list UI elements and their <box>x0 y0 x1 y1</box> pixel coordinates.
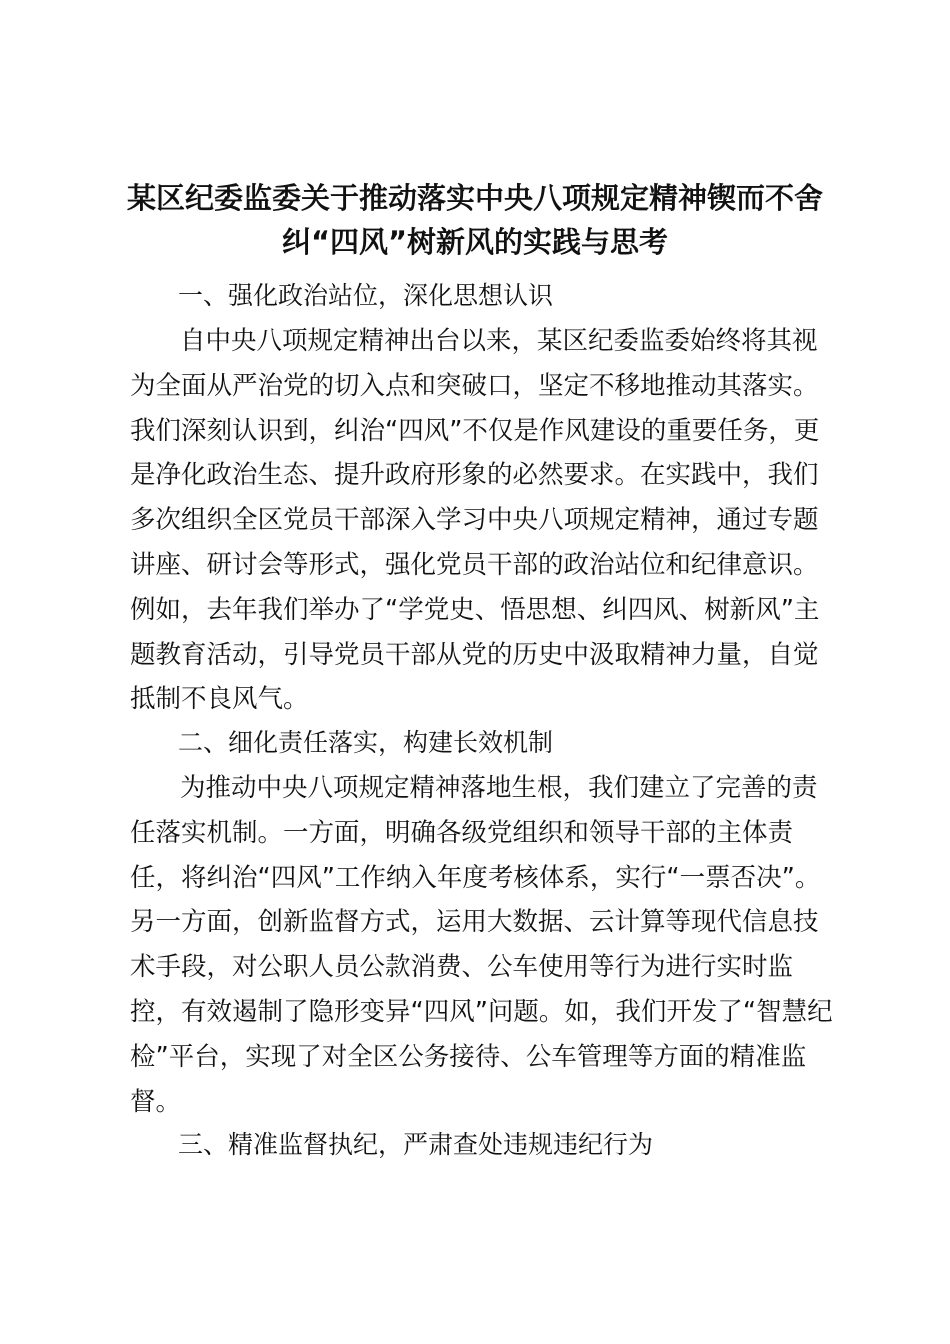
section-2-heading: 二、细化责任落实，构建长效机制 <box>178 728 554 757</box>
paragraph-line: 抵制不良风气。 <box>130 684 309 715</box>
paragraph-line: 另一方面，创新监督方式，运用大数据、云计算等现代信息技 <box>130 907 819 938</box>
paragraph-line: 为全面从严治党的切入点和突破口，坚定不移地推动其落实。 <box>130 370 819 401</box>
paragraph-line: 多次组织全区党员干部深入学习中央八项规定精神，通过专题 <box>130 505 819 536</box>
title-line-2: 纠“四风”树新风的实践与思考 <box>281 225 669 259</box>
document-title <box>110 176 840 264</box>
paragraph-line: 任，将纠治“四风”工作纳入年度考核体系，实行“一票否决”。 <box>130 862 821 893</box>
paragraph-line: 控，有效遏制了隐形变异“四风”问题。如，我们开发了“智慧纪 <box>130 996 833 1027</box>
paragraph-line: 讲座、研讨会等形式，强化党员干部的政治站位和纪律意识。 <box>130 549 819 580</box>
paragraph-line: 任落实机制。一方面，明确各级党组织和领导干部的主体责 <box>130 817 794 848</box>
paragraph-line: 例如，去年我们举办了“学党史、悟思想、纠四风、树新风”主 <box>130 594 820 625</box>
paragraph-line: 我们深刻认识到，纠治“四风”不仅是作风建设的重要任务，更 <box>130 415 820 446</box>
section-2-paragraph <box>130 766 833 1124</box>
paragraph-line: 检”平台，实现了对全区公务接待、公车管理等方面的精准监 <box>130 1041 807 1072</box>
paragraph-line: 为推动中央八项规定精神落地生根，我们建立了完善的责 <box>180 773 818 803</box>
paragraph-line: 自中央八项规定精神出台以来，某区纪委监委始终将其视 <box>180 326 818 356</box>
section-1-paragraph <box>130 319 830 722</box>
paragraph-line: 术手段，对公职人员公款消费、公车使用等行为进行实时监 <box>130 952 794 983</box>
paragraph-line: 督。 <box>130 1086 182 1117</box>
section-3-heading: 三、精准监督执纪，严肃查处违规违纪行为 <box>178 1130 654 1159</box>
section-1-heading: 一、强化政治站位，深化思想认识 <box>178 281 554 310</box>
paragraph-line: 是净化政治生态、提升政府形象的必然要求。在实践中，我们 <box>130 460 819 491</box>
paragraph-line: 题教育活动，引导党员干部从党的历史中汲取精神力量，自觉 <box>130 639 819 670</box>
title-line-1: 某区纪委监委关于推动落实中央八项规定精神锲而不舍 <box>126 181 823 215</box>
